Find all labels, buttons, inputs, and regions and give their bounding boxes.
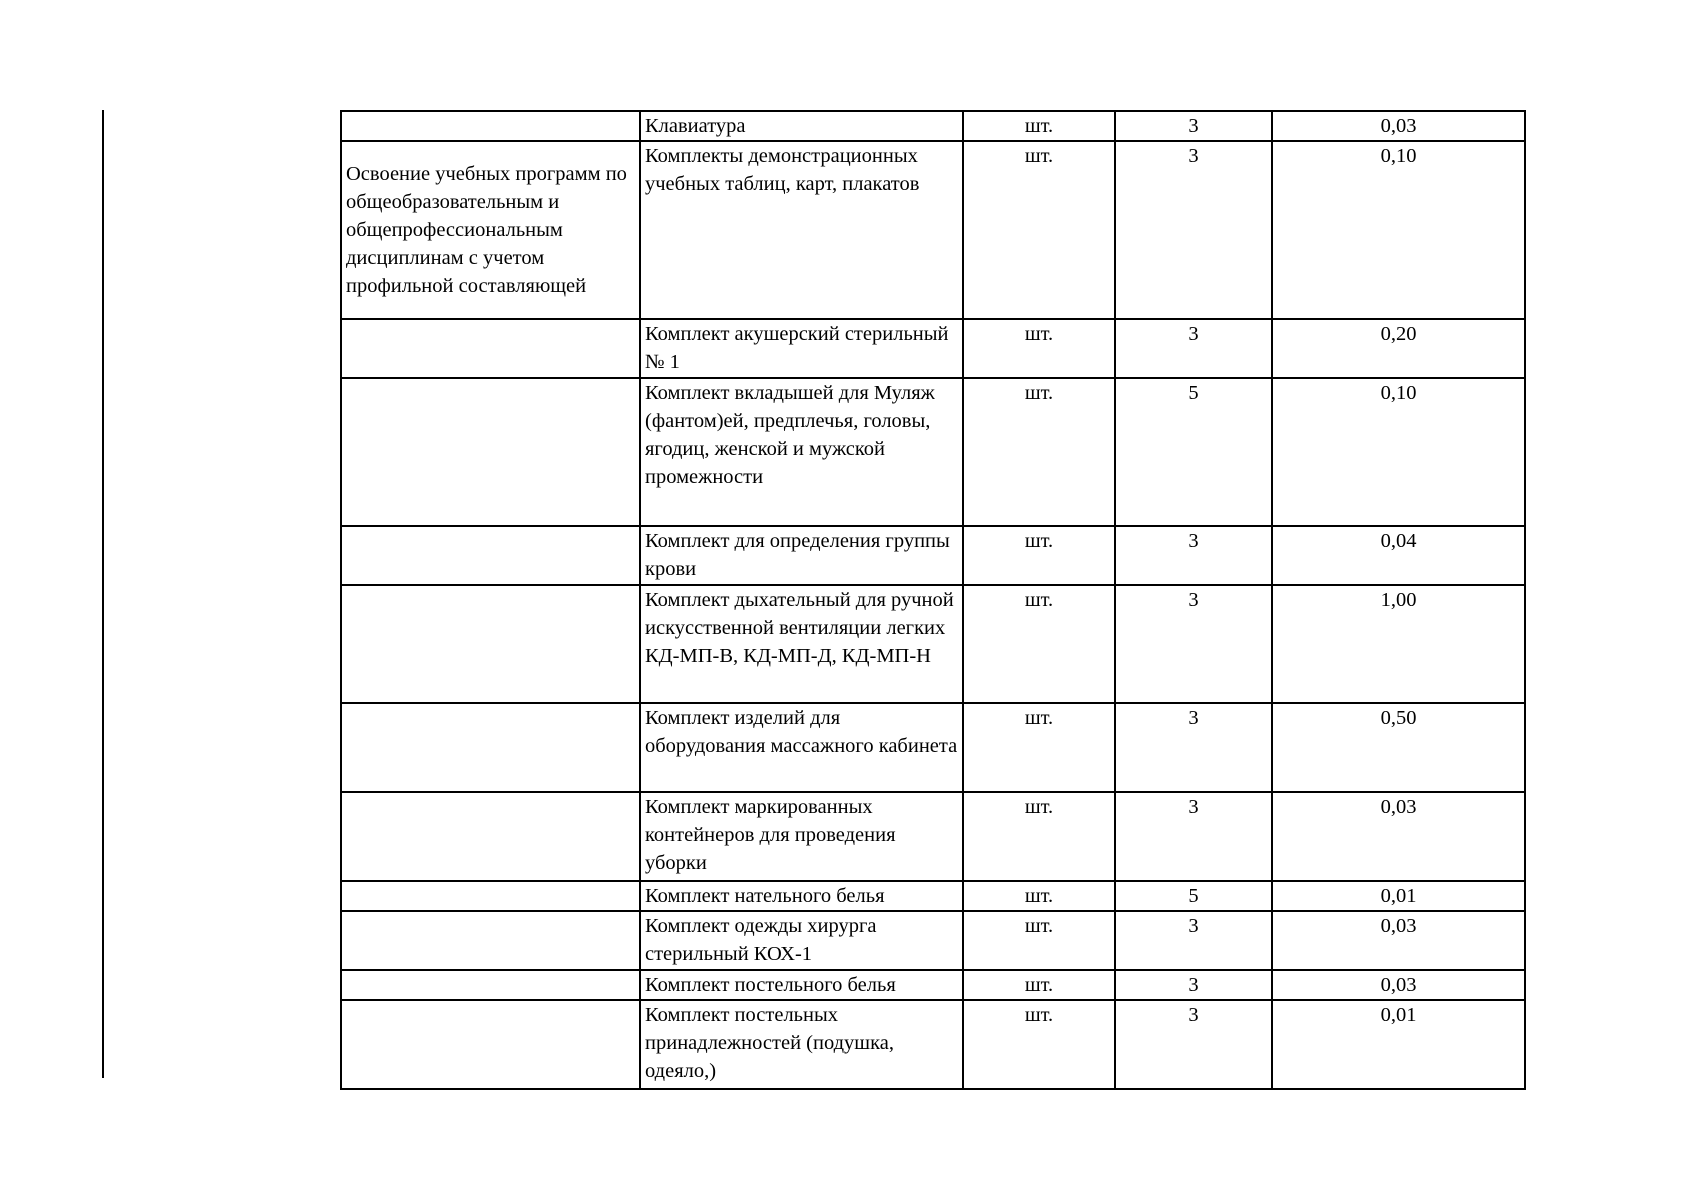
quantity-cell: 3 <box>1115 911 1272 970</box>
purpose-cell <box>341 703 640 792</box>
item-name-cell: Клавиатура <box>640 111 963 141</box>
item-name-cell: Комплект акушерский стерильный № 1 <box>640 319 963 378</box>
norm-cell: 0,04 <box>1272 526 1525 585</box>
unit-cell: шт. <box>963 378 1115 526</box>
table-row <box>341 319 1525 378</box>
item-name-cell: Комплект дыхательный для ручной искусственной вентиляции легких КД-МП-В, КД-МП-Д, КД-МП-Н <box>640 585 963 703</box>
table-row <box>341 378 1525 526</box>
quantity-cell: 3 <box>1115 792 1272 881</box>
table-row <box>341 792 1525 881</box>
table-row <box>341 703 1525 792</box>
norm-cell: 0,03 <box>1272 111 1525 141</box>
purpose-cell <box>341 881 640 911</box>
quantity-cell: 3 <box>1115 319 1272 378</box>
item-name-cell: Комплект постельных принадлежностей (подушка, одеяло,) <box>640 1000 963 1089</box>
item-name-cell: Комплект нательного белья <box>640 881 963 911</box>
norm-cell: 0,10 <box>1272 141 1525 319</box>
norm-cell: 0,03 <box>1272 970 1525 1000</box>
page-margin-rule <box>102 110 104 1078</box>
purpose-cell <box>341 792 640 881</box>
unit-cell: шт. <box>963 141 1115 319</box>
quantity-cell: 5 <box>1115 378 1272 526</box>
unit-cell: шт. <box>963 319 1115 378</box>
table-row <box>341 141 1525 319</box>
purpose-cell <box>341 111 640 141</box>
purpose-cell <box>341 378 640 526</box>
item-name-cell: Комплект изделий для оборудования массажного кабинета <box>640 703 963 792</box>
table-row <box>341 970 1525 1000</box>
purpose-cell <box>341 585 640 703</box>
unit-cell: шт. <box>963 792 1115 881</box>
table-row <box>341 585 1525 703</box>
quantity-cell: 3 <box>1115 111 1272 141</box>
quantity-cell: 5 <box>1115 881 1272 911</box>
purpose-cell <box>341 970 640 1000</box>
unit-cell: шт. <box>963 881 1115 911</box>
table-row <box>341 881 1525 911</box>
table-row <box>341 1000 1525 1089</box>
norm-cell: 0,20 <box>1272 319 1525 378</box>
norm-cell: 1,00 <box>1272 585 1525 703</box>
item-name-cell: Комплект постельного белья <box>640 970 963 1000</box>
item-name-cell: Комплект вкладышей для Муляж (фантом)ей, предплечья, головы, ягодиц, женской и мужской промежности <box>640 378 963 526</box>
unit-cell: шт. <box>963 703 1115 792</box>
unit-cell: шт. <box>963 911 1115 970</box>
norm-cell: 0,10 <box>1272 378 1525 526</box>
unit-cell: шт. <box>963 970 1115 1000</box>
norm-cell: 0,01 <box>1272 1000 1525 1089</box>
table-row <box>341 111 1525 141</box>
purpose-cell <box>341 1000 640 1089</box>
item-name-cell: Комплект маркированных контейнеров для проведения уборки <box>640 792 963 881</box>
quantity-cell: 3 <box>1115 141 1272 319</box>
table-row <box>341 911 1525 970</box>
equipment-table <box>340 110 1526 1090</box>
purpose-cell <box>341 319 640 378</box>
quantity-cell: 3 <box>1115 526 1272 585</box>
unit-cell: шт. <box>963 111 1115 141</box>
item-name-cell: Комплект для определения группы крови <box>640 526 963 585</box>
norm-cell: 0,50 <box>1272 703 1525 792</box>
quantity-cell: 3 <box>1115 703 1272 792</box>
quantity-cell: 3 <box>1115 1000 1272 1089</box>
norm-cell: 0,03 <box>1272 911 1525 970</box>
norm-cell: 0,03 <box>1272 792 1525 881</box>
quantity-cell: 3 <box>1115 970 1272 1000</box>
purpose-cell <box>341 526 640 585</box>
quantity-cell: 3 <box>1115 585 1272 703</box>
norm-cell: 0,01 <box>1272 881 1525 911</box>
item-name-cell: Комплект одежды хирурга стерильный КОХ-1 <box>640 911 963 970</box>
purpose-cell: Освоение учебных программ по общеобразовательным и общепрофессиональным дисциплинам с учетом профильной составляющей <box>341 141 640 319</box>
purpose-cell <box>341 911 640 970</box>
unit-cell: шт. <box>963 526 1115 585</box>
item-name-cell: Комплекты демонстрационных учебных таблиц, карт, плакатов <box>640 141 963 319</box>
table-row <box>341 526 1525 585</box>
unit-cell: шт. <box>963 1000 1115 1089</box>
unit-cell: шт. <box>963 585 1115 703</box>
